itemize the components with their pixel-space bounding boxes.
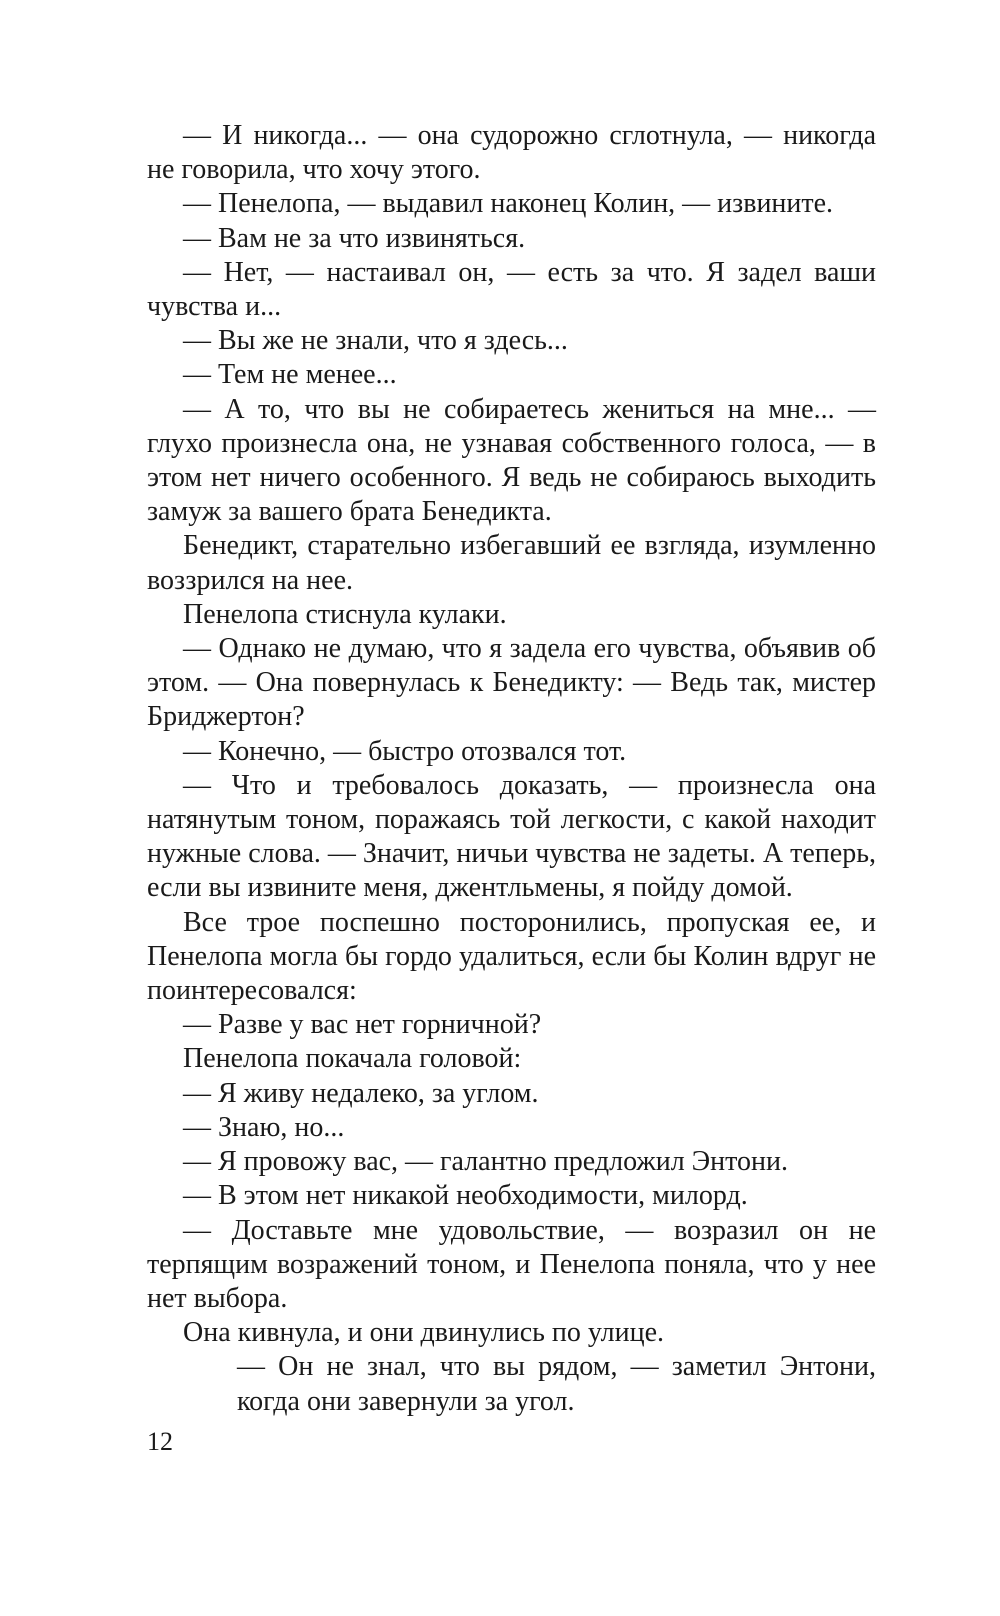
paragraph: Все трое поспешно посторонились, пропуская ее, и Пенелопа могла бы гордо удалиться, если бы Колин вдруг не поинтересовался: [147,906,876,1007]
paragraph: — Что и требовалось доказать, — произнесла она натянутым тоном, поражаясь той легкости, с какой находит нужные слова. — Значит, ничьи чувства не задеты. А теперь, если вы извините меня, джентльмены, я пойду домой. [147,769,876,904]
paragraph: — Он не знал, что вы рядом, — заметил Энтони, когда они завернули за угол. [237,1351,876,1417]
paragraph: — Вы же не знали, что я здесь... [183,325,568,357]
paragraph: — Знаю, но... [183,1111,345,1143]
paragraph: — Тем не менее... [183,359,397,391]
paragraph: — Доставьте мне удовольствие, — возразил он не терпящим возражений тоном, и Пенелопа поняла, что у нее нет выбора. [147,1214,876,1314]
paragraph: — В этом нет никакой необходимости, милорд. [183,1180,748,1212]
page-number: 12 [147,1427,173,1456]
paragraph: — Я провожу вас, — галантно предложил Энтони. [183,1146,788,1178]
paragraph: — Вам не за что извиняться. [183,222,526,254]
paragraph: — Нет, — настаивал он, — есть за что. Я задел ваши чувства и... [147,256,876,323]
body-text [147,119,876,1419]
paragraph: Бенедикт, старательно избегавший ее взгляда, изумленно воззрился на нее. [147,530,876,596]
paragraph: Пенелопа стиснула кулаки. [183,598,507,630]
paragraph: — И никогда... — она судорожно сглотнула, — никогда не говорила, что хочу этого. [147,120,876,186]
paragraph: — Разве у вас нет горничной? [183,1009,542,1041]
paragraph: — Я живу недалеко, за углом. [183,1077,539,1109]
paragraph: Она кивнула, и они двинулись по улице. [183,1317,665,1349]
paragraph: — Конечно, — быстро отозвался тот. [183,735,627,767]
paragraph: Пенелопа покачала головой: [183,1043,522,1075]
paragraph: — Пенелопа, — выдавил наконец Колин, — извините. [183,188,834,220]
paragraph: — Однако не думаю, что я задела его чувства, объявив об этом. — Она повернулась к Бенедикту: — Ведь так, мистер Бриджертон? [147,633,876,733]
paragraph: — А то, что вы не собираетесь жениться на мне... — глухо произнесла она, не узнавая собственного голоса, — в этом нет ничего особенного. Я ведь не собираюсь выходить замуж за вашего брата Бенедикта. [147,393,876,528]
